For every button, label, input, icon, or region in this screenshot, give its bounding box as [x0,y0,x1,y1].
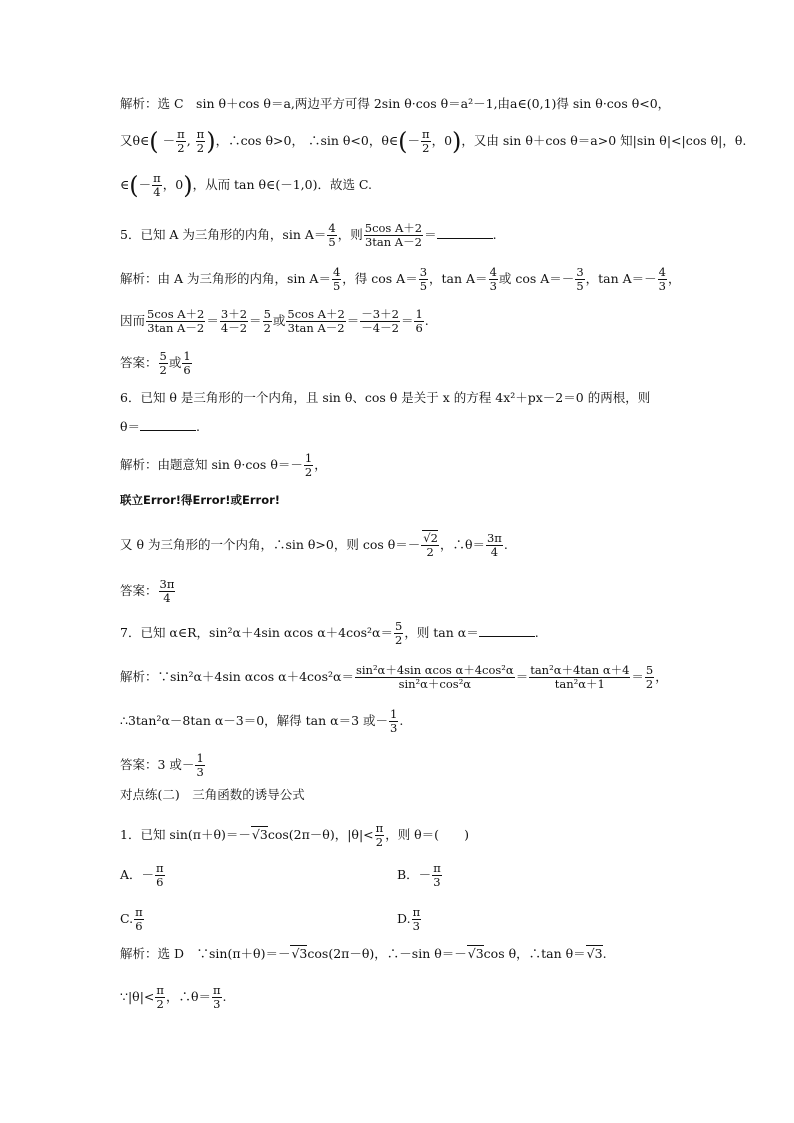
p4-solution-line3: ∈(－ $\frac{\pi}{4}$ ，0)，从而 tan θ∈(－1,0)．故选 C. [120,171,373,200]
s5-line1: 解析：由 A 为三角形的内角，sin A＝ $\frac{4}{5}$ ，得 cos A＝ $\frac{3}{5}$ ，tan A＝ $\frac{4}{3}$ 或 cos A＝－ $\frac{3}{5}$ ，tan A＝－ $\frac{4}{3}$ ， [120,265,681,293]
s5-line2: 因而 $\frac{\text{5cos A＋2}}{\text{3tan A－2}}$ ＝ $\frac{3+2}{4-2}$ ＝ $\frac{5}{2}$ 或 $\frac{\text{5cos A＋2}}{\text{3tan A－2}}$ ＝ $\frac{-3+2}{-4-2}$ ＝ $\frac{1}{6}$ . [120,307,429,335]
question-1: 1．已知 sin(π＋θ)＝－√3cos(2π－θ)，|θ|< $\frac{\pi}{2}$ ，则 θ＝( ) [120,821,469,849]
s6-line1: 解析：由题意知 sin θ·cos θ＝－ $\frac{1}{2}$ ， [120,451,327,479]
s6-line2: 联立Error!得Error!或Error! [120,493,281,507]
s7-line2: ∴3tan²α－8tan α－3＝0，解得 tan α＝3 或－ $\frac{1}{3}$ . [120,707,404,735]
answer-blank [437,226,493,239]
answer-blank [479,624,535,637]
option-d[interactable]: D. $\frac{\pi}{3}$ [397,905,421,933]
question-6-line1: 6．已知 θ 是三角形的一个内角，且 sin θ、cos θ 是关于 x 的方程 4x²＋px－2＝0 的两根，则 [120,390,651,405]
s1-line2: ∵|θ|< $\frac{\pi}{2}$ ，∴θ＝ $\frac{\pi}{3}$ . [120,983,227,1011]
question-7: 7．已知 α∈R，sin²α＋4sin αcos α＋4cos²α＝ $\frac{5}{2}$ ，则 tan α＝ . [120,619,539,647]
answer-5: 答案： $\frac{5}{2}$ 或 $\frac{1}{6}$ [120,349,191,377]
s7-line1: 解析：∵sin²α＋4sin αcos α＋4cos²α＝ $\frac{\text{sin²α＋4sin αcos α＋4cos²α}}{\text{sin²α＋cos²α}}$ ＝ $\frac{\text{tan²α＋4tan α＋4}}{\text{tan²α＋1}}$ ＝ $\frac{5}{2}$ ， [120,663,668,691]
option-a[interactable]: A．－ $\frac{\pi}{6}$ [120,861,164,889]
option-b[interactable]: B．－ $\frac{\pi}{3}$ [397,861,441,889]
section-heading: 对点练(二) 三角函数的诱导公式 [120,787,305,802]
answer-7: 答案：3 或－ $\frac{1}{3}$ [120,751,204,779]
p4-solution-line1: 解析：选 C sin θ＋cos θ＝a,两边平方可得 2sin θ·cos θ＝a²－1,由a∈(0,1)得 sin θ·cos θ<0， [120,96,671,111]
question-6-line2: θ＝ . [120,419,201,434]
s6-line3: 又 θ 为三角形的一个内角，∴sin θ>0，则 cos θ＝－ $\frac{√2}{2}$ ，∴θ＝ $\frac{3\pi}{4}$ . [120,531,508,559]
p4-solution-line2: 又θ∈( － $\frac{\pi}{2}$ , $\frac{\pi}{2}$ )，∴cos θ>0， ∴sin θ<0，θ∈(－ $\frac{\pi}{2}$ ，0)，又由 sin θ＋cos θ＝a>0 知|sin θ|<|cos θ|，θ. [120,127,747,156]
question-5: 5．已知 A 为三角形的内角，sin A＝ $\frac{4}{5}$ ，则 $\frac{\text{5cos A＋2}}{\text{3tan A－2}}$ ＝ . [120,221,497,249]
answer-blank [140,418,196,431]
s1-line1: 解析：选 D ∵sin(π＋θ)＝－√3cos(2π－θ)，∴－sin θ＝－√3cos θ，∴tan θ＝√3. [120,946,607,961]
answer-6: 答案： $\frac{3\pi}{4}$ [120,577,175,605]
option-c[interactable]: C. $\frac{\pi}{6}$ [120,905,143,933]
